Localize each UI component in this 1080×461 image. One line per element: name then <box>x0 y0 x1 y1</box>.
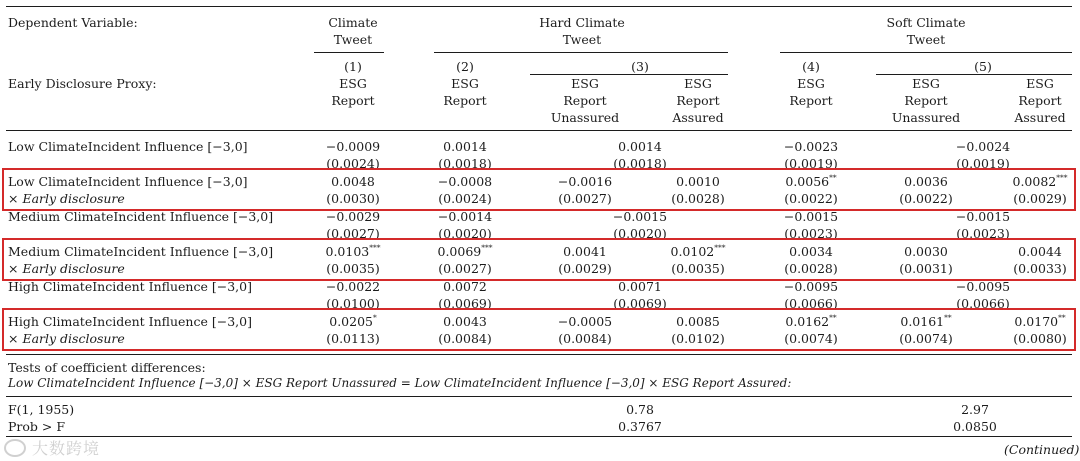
proxy-line: ESG <box>339 76 367 91</box>
coef-cell <box>653 313 743 330</box>
coef-cell <box>420 138 510 155</box>
hard-climate-tweet-header <box>482 14 682 48</box>
row-label-line1: Low ClimateIncident Influence [−3,0] <box>8 139 248 154</box>
proxy-header-4 <box>653 75 743 126</box>
prob-f-value-hard: 0.3767 <box>618 419 662 434</box>
se-cell: (0.0035) <box>671 261 725 276</box>
proxy-header-1 <box>308 75 398 109</box>
coef-cell <box>595 208 685 225</box>
soft-climate-tweet-line2: Tweet <box>906 32 946 47</box>
climate-tweet-header <box>308 14 398 48</box>
climate-tweet-line1: Climate <box>328 15 378 30</box>
coef-value: −0.0029 <box>325 209 381 224</box>
coef-value: −0.0015 <box>783 209 839 224</box>
se-cell: (0.0066) <box>956 296 1010 311</box>
se-cell: (0.0084) <box>558 331 612 346</box>
table-bottom-rule <box>6 436 1072 437</box>
tests-title: Tests of coefficient differences: <box>8 360 206 375</box>
coef-cell <box>540 313 630 330</box>
proxy-line: Report <box>1018 93 1062 108</box>
coef-value: 0.0014 <box>443 139 487 154</box>
row-label <box>8 243 273 277</box>
early-disclosure-proxy-label: Early Disclosure Proxy: <box>8 76 157 91</box>
coef-cell <box>995 173 1080 190</box>
coef-value: 0.0048 <box>331 174 375 189</box>
col-num-2: (2) <box>456 59 474 74</box>
row-label-line1: High ClimateIncident Influence [−3,0] <box>8 314 252 329</box>
row-label <box>8 138 248 155</box>
proxy-header-3 <box>540 75 630 126</box>
coef-value: −0.0023 <box>783 139 839 154</box>
continued-note: (Continued) <box>1004 442 1080 457</box>
se-cell: (0.0018) <box>438 156 492 171</box>
se-cell: (0.0074) <box>899 331 953 346</box>
coef-value: 0.0014 <box>618 139 662 154</box>
col-num-4: (4) <box>802 59 820 74</box>
coef-value: −0.0016 <box>557 174 613 189</box>
significance-stars: ** <box>1058 312 1066 322</box>
soft-climate-tweet-underline <box>780 52 1072 53</box>
coef-value: 0.0034 <box>789 244 833 259</box>
significance-stars: *** <box>714 242 726 252</box>
se-cell: (0.0035) <box>326 261 380 276</box>
se-cell: (0.0023) <box>956 226 1010 241</box>
significance-stars: ** <box>944 312 952 322</box>
se-cell: (0.0028) <box>784 261 838 276</box>
coef-value: 0.0072 <box>443 279 487 294</box>
coef-cell <box>766 138 856 155</box>
hard-climate-tweet-underline <box>434 52 728 53</box>
coef-cell <box>938 138 1028 155</box>
se-cell: (0.0028) <box>671 191 725 206</box>
coef-value: −0.0008 <box>437 174 493 189</box>
coef-value: 0.0205 <box>329 314 373 329</box>
coef-cell <box>653 243 743 260</box>
coef-cell <box>595 278 685 295</box>
row-label-line2: × Early disclosure <box>8 191 125 206</box>
coef-value: −0.0095 <box>955 279 1011 294</box>
soft-climate-tweet-header <box>826 14 1026 48</box>
row-label-line2: × Early disclosure <box>8 331 125 346</box>
col-num-3: (3) <box>631 59 649 74</box>
coef-value: −0.0015 <box>955 209 1011 224</box>
proxy-line: Report <box>443 93 487 108</box>
coef-cell <box>881 173 971 190</box>
col-num-1: (1) <box>344 59 362 74</box>
coef-cell <box>766 173 856 190</box>
watermark-text: 大数跨境 <box>32 439 101 458</box>
proxy-header-6 <box>881 75 971 126</box>
coef-value: 0.0071 <box>618 279 662 294</box>
significance-stars: ** <box>829 172 837 182</box>
se-cell: (0.0074) <box>784 331 838 346</box>
coef-value: −0.0024 <box>955 139 1011 154</box>
coef-cell <box>420 243 510 260</box>
se-cell: (0.0027) <box>326 226 380 241</box>
se-cell: (0.0069) <box>613 296 667 311</box>
watermark-logo-icon <box>4 439 26 457</box>
coef-value: 0.0161 <box>900 314 945 329</box>
hard-climate-tweet-line1: Hard Climate <box>539 15 625 30</box>
coef-cell <box>938 208 1028 225</box>
coef-value: 0.0082 <box>1012 174 1057 189</box>
proxy-line: ESG <box>1026 76 1054 91</box>
coef-cell <box>881 313 971 330</box>
coef-value: −0.0009 <box>325 139 381 154</box>
se-cell: (0.0084) <box>438 331 492 346</box>
proxy-header-7 <box>995 75 1080 126</box>
proxy-line: Report <box>563 93 607 108</box>
proxy-line: ESG <box>797 76 825 91</box>
coef-cell <box>308 138 398 155</box>
se-cell: (0.0066) <box>784 296 838 311</box>
proxy-line: Unassured <box>891 110 961 125</box>
proxy-line: Report <box>331 93 375 108</box>
coef-cell <box>995 313 1080 330</box>
coef-cell <box>938 278 1028 295</box>
coef-cell <box>881 243 971 260</box>
se-cell: (0.0029) <box>1013 191 1067 206</box>
proxy-line: ESG <box>571 76 599 91</box>
row-label-line2: × Early disclosure <box>8 261 125 276</box>
coef-value: 0.0170 <box>1014 314 1059 329</box>
f-stat-label: F(1, 1955) <box>8 402 75 417</box>
coef-cell <box>766 313 856 330</box>
coef-cell <box>308 208 398 225</box>
coef-value: 0.0043 <box>443 314 487 329</box>
coef-value: 0.0085 <box>676 314 720 329</box>
se-cell: (0.0019) <box>784 156 838 171</box>
se-cell: (0.0019) <box>956 156 1010 171</box>
coef-cell <box>540 243 630 260</box>
se-cell: (0.0102) <box>671 331 725 346</box>
coef-value: 0.0103 <box>325 244 370 259</box>
se-cell: (0.0033) <box>1013 261 1067 276</box>
tests-top-rule <box>6 354 1072 355</box>
proxy-line: ESG <box>912 76 940 91</box>
coef-value: −0.0015 <box>612 209 668 224</box>
coef-value: 0.0056 <box>785 174 830 189</box>
f-stat-value-hard: 0.78 <box>626 402 654 417</box>
proxy-header-5 <box>766 75 856 109</box>
se-cell: (0.0020) <box>438 226 492 241</box>
dependent-variable-label: Dependent Variable: <box>8 15 138 30</box>
coef-value: 0.0030 <box>904 244 948 259</box>
significance-stars: *** <box>1056 172 1068 182</box>
significance-stars: ** <box>829 312 837 322</box>
coef-cell <box>595 138 685 155</box>
se-cell: (0.0030) <box>326 191 380 206</box>
significance-stars: * <box>373 312 377 322</box>
se-cell: (0.0022) <box>899 191 953 206</box>
coef-cell <box>995 243 1080 260</box>
proxy-line: Report <box>676 93 720 108</box>
row-label <box>8 173 248 207</box>
se-cell: (0.0022) <box>784 191 838 206</box>
row-label-line1: Medium ClimateIncident Influence [−3,0] <box>8 244 274 259</box>
row-label <box>8 313 252 347</box>
proxy-line: Assured <box>1014 110 1066 125</box>
proxy-line: Report <box>789 93 833 108</box>
significance-stars: *** <box>369 242 381 252</box>
hard-climate-tweet-line2: Tweet <box>562 32 602 47</box>
coef-value: 0.0036 <box>904 174 948 189</box>
soft-climate-tweet-line1: Soft Climate <box>886 15 966 30</box>
coef-cell <box>420 278 510 295</box>
se-cell: (0.0100) <box>326 296 380 311</box>
table-top-rule <box>6 6 1072 7</box>
prob-f-value-soft: 0.0850 <box>953 419 997 434</box>
proxy-line: ESG <box>451 76 479 91</box>
col-num-5: (5) <box>974 59 992 74</box>
proxy-header-2 <box>420 75 510 109</box>
proxy-line: Assured <box>672 110 724 125</box>
coef-value: 0.0069 <box>437 244 482 259</box>
row-label <box>8 278 252 295</box>
prob-f-label: Prob > F <box>8 419 66 434</box>
se-cell: (0.0027) <box>438 261 492 276</box>
significance-stars: *** <box>481 242 493 252</box>
coef-value: 0.0102 <box>670 244 715 259</box>
se-cell: (0.0080) <box>1013 331 1067 346</box>
coef-cell <box>766 208 856 225</box>
coef-cell <box>308 278 398 295</box>
row-label-line1: Medium ClimateIncident Influence [−3,0] <box>8 209 274 224</box>
coef-value: −0.0014 <box>437 209 493 224</box>
coef-cell <box>420 173 510 190</box>
coef-cell <box>540 173 630 190</box>
se-cell: (0.0024) <box>326 156 380 171</box>
se-cell: (0.0029) <box>558 261 612 276</box>
coef-cell <box>308 243 398 260</box>
proxy-line: Unassured <box>550 110 620 125</box>
se-cell: (0.0113) <box>326 331 380 346</box>
coef-value: −0.0095 <box>783 279 839 294</box>
coef-value: −0.0022 <box>325 279 381 294</box>
coef-cell <box>420 208 510 225</box>
se-cell: (0.0069) <box>438 296 492 311</box>
se-cell: (0.0018) <box>613 156 667 171</box>
coef-cell <box>308 173 398 190</box>
row-label-line1: Low ClimateIncident Influence [−3,0] <box>8 174 248 189</box>
tests-mid-rule <box>6 396 1072 397</box>
coef-cell <box>766 278 856 295</box>
f-stat-value-soft: 2.97 <box>961 402 989 417</box>
header-bottom-rule <box>6 130 1072 131</box>
coef-cell <box>653 173 743 190</box>
coef-value: 0.0041 <box>563 244 607 259</box>
coef-cell <box>420 313 510 330</box>
se-cell: (0.0020) <box>613 226 667 241</box>
se-cell: (0.0023) <box>784 226 838 241</box>
se-cell: (0.0024) <box>438 191 492 206</box>
coef-cell <box>766 243 856 260</box>
coef-value: −0.0005 <box>557 314 613 329</box>
coef-value: 0.0010 <box>676 174 720 189</box>
watermark <box>4 436 100 459</box>
proxy-line: ESG <box>684 76 712 91</box>
climate-tweet-line2: Tweet <box>333 32 373 47</box>
climate-tweet-underline <box>314 52 384 53</box>
se-cell: (0.0027) <box>558 191 612 206</box>
row-label <box>8 208 273 225</box>
coef-value: 0.0044 <box>1018 244 1062 259</box>
proxy-line: Report <box>904 93 948 108</box>
se-cell: (0.0031) <box>899 261 953 276</box>
coef-value: 0.0162 <box>785 314 830 329</box>
coef-cell <box>308 313 398 330</box>
row-label-line1: High ClimateIncident Influence [−3,0] <box>8 279 252 294</box>
tests-hypothesis: Low ClimateIncident Influence [−3,0] × ESG Report Unassured = Low ClimateIncident Influence [−3,0] × ESG Report Assured: <box>8 376 792 390</box>
